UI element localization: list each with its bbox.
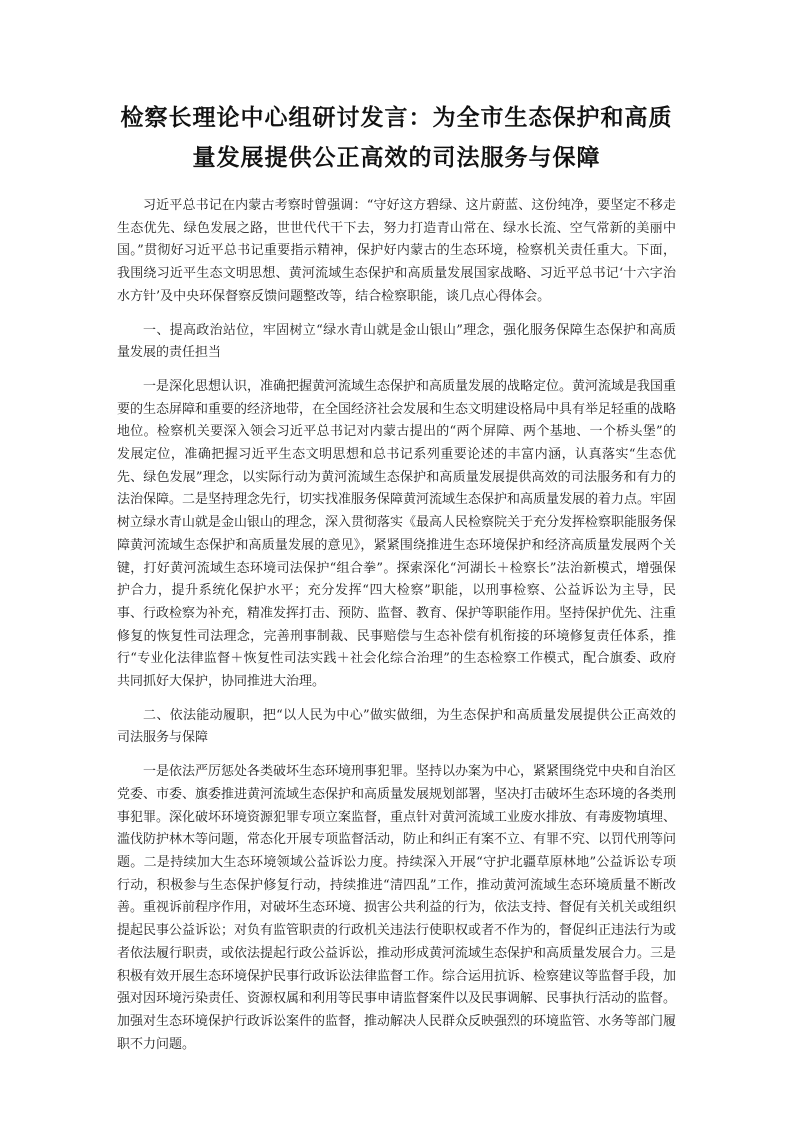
title-line-2: 量发展提供公正高效的司法服务与保障	[192, 145, 601, 171]
title-line-1: 检察长理论中心组研讨发言：为全市生态保护和高质	[120, 105, 673, 131]
document-body	[117, 195, 676, 1056]
document-title	[117, 98, 676, 178]
section-2-paragraph: 一是依法严厉惩处各类破坏生态环境刑事犯罪。坚持以办案为中心，紧紧围绕党中央和自治区党委、市委、旗委推进黄河流域生态保护和高质量发展规划部署，坚决打击破坏生态环境的各类刑事犯罪。深化破坏环境资源犯罪专项立案监督，重点针对黄河流域工业废水排放、有毒废物填埋、滥伐防护林木等问题，常态化开展专项监督活动，防止和纠正有案不立、有罪不究、以罚代刑等问题。二是持续加大生态环境领域公益诉讼力度。持续深入开展“守护北疆草原林地”公益诉讼专项行动，积极参与生态保护修复行动，持续推进“清四乱”工作，推动黄河流域生态环境质量不断改善。重视诉前程序作用，对破坏生态环境、损害公共利益的行为，依法支持、督促有关机关或组织提起民事公益诉讼；对负有监管职责的行政机关违法行使职权或者不作为的，督促纠正违法行为或者依法履行职责，或依法提起行政公益诉讼，推动形成黄河流域生态保护和高质量发展合力。三是积极有效开展生态环境保护民事行政诉讼法律监督工作。综合运用抗诉、检察建议等监督手段，加强对因环境污染责任、资源权属和利用等民事申请监督案件以及民事调解、民事执行活动的监督。加强对生态环境保护行政诉讼案件的监督，推动解决人民群众反映强烈的环境监管、水务等部门履职不力问题。	[117, 764, 677, 1052]
intro-paragraph: 习近平总书记在内蒙古考察时曾强调：“守好这方碧绿、这片蔚蓝、这份纯净，要坚定不移走生态优先、绿色发展之路，世世代代干下去，努力打造青山常在、绿水长流、空气常新的美丽中国。”贯彻好习近平总书记重要指示精神，保护好内蒙古的生态环境，检察机关责任重大。下面，我围绕习近平生态文明思想、黄河流域生态保护和高质量发展国家战略、习近平总书记‘十六字治水方针’及中央环保督察反馈问题整改等，结合检察职能，谈几点心得体会。	[117, 198, 676, 304]
section-heading-1: 一、提高政治站位，牢固树立“绿水青山就是金山银山”理念，强化服务保障生态保护和高质量发展的责任担当	[117, 322, 676, 361]
section-heading-2: 二、依法能动履职，把“以人民为中心”做实做细，为生态保护和高质量发展提供公正高效的司法服务与保障	[117, 707, 676, 746]
section-1-paragraph: 一是深化思想认识，准确把握黄河流域生态保护和高质量发展的战略定位。黄河流域是我国重要的生态屏障和重要的经济地带，在全国经济社会发展和生态文明建设格局中具有举足轻重的战略地位。检察机关要深入领会习近平总书记对内蒙古提出的“两个屏障、两个基地、一个桥头堡”的发展定位，准确把握习近平生态文明思想和总书记系列重要论述的丰富内涵，认真落实“生态优先、绿色发展”理念，以实际行动为黄河流域生态保护和高质量发展提供高效的司法服务和有力的法治保障。二是坚持理念先行，切实找准服务保障黄河流域生态保护和高质量发展的着力点。牢固树立绿水青山就是金山银山的理念，深入贯彻落实《最高人民检察院关于充分发挥检察职能服务保障黄河流域生态保护和高质量发展的意见》，紧紧围绕推进生态环境保护和经济高质量发展两个关键，打好黄河流域生态环境司法保护“组合拳”。探索深化“河湖长＋检察长”法治新模式，增强保护合力，提升系统化保护水平；充分发挥“四大检察”职能，以刑事检察、公益诉讼为主导，民事、行政检察为补充，精准发挥打击、预防、监督、教育、保护等职能作用。坚持保护优先、注重修复的恢复性司法理念，完善刑事制裁、民事赔偿与生态补偿有机衔接的环境修复责任体系，推行“专业化法律监督＋恢复性司法实践＋社会化综合治理”的生态检察工作模式，配合旗委、政府共同抓好大保护，协同推进大治理。	[117, 378, 677, 690]
